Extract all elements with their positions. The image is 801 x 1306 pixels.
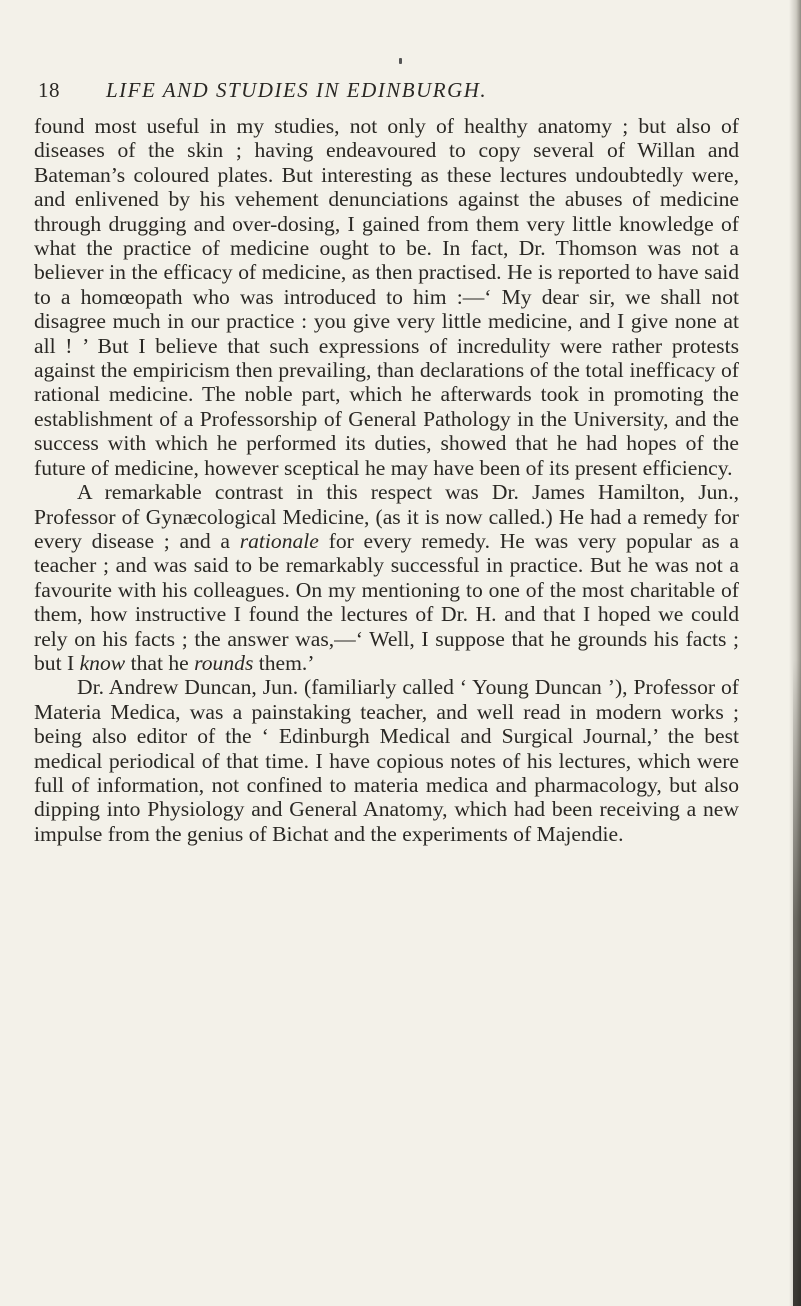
print-speck — [399, 58, 402, 64]
body-text — [34, 114, 739, 846]
text-span: for every remedy. He was very popular as a teacher ; and was said to be remarkably successful in practice. But he was not a favourite with his colleagues. On my mentioning to one of the most charitable of them, how instructive I found the lectures of Dr. H. and that I hoped we could rely on his facts ; the answer was,—‘ Well, I suppose that he grounds his facts ; but I — [34, 528, 739, 675]
italic-span: rounds — [194, 650, 254, 675]
italic-span: rationale — [239, 528, 319, 553]
paragraph — [34, 114, 739, 480]
text-span: them.’ — [253, 650, 315, 675]
text-span: A remarkable contrast in this respect was Dr. James Hamilton, Jun., Professor of Gynæcological Medicine, (as it is now called.) He had a remedy for every disease ; and a — [34, 480, 739, 553]
text-span: found most useful in my studies, not only of healthy anatomy ; but also of diseases of the skin ; having endeavoured to copy several of Willan and Bateman’s coloured plates. But interesting as these lectures undoubtedly were, and enlivened by his vehement denunciations against the abuses of medicine through drugging and over-dosing, I gained from them very little knowledge of what the practice of medicine ought to be. In fact, Dr. Thomson was not a believer in the efficacy of medicine, as then practised. He is reported to have said to a homœopath who was introduced to him :—‘ My dear sir, we shall not disagree much in our practice : you give very little medicine, and I give none at all ! ’ But I believe that such expressions of incredulity were rather protests against the empiricism then prevailing, than declarations of the total inefficacy of rational medicine. The noble part, which he afterwards took in promoting the establishment of a Professorship of General Pathology in the University, and the success with which he performed its duties, showed that he had hopes of the future of medicine, however sceptical he may have been of its present efficiency. — [34, 114, 739, 480]
italic-span: know — [79, 650, 126, 675]
binding-shadow — [793, 660, 801, 1306]
text-span: Dr. Andrew Duncan, Jun. (familiarly called ‘ Young Duncan ’), Professor of Materia Medica, was a painstaking teacher, and well read in modern works ; being also editor of the ‘ Edinburgh Medical and Surgical Journal,’ the best medical periodical of that time. I have copious notes of his lectures, which were full of information, not confined to materia medica and pharmacology, but also dipping into Physiology and General Anatomy, which had been receiving a new impulse from the genius of Bichat and the experiments of Majendie. — [34, 675, 739, 846]
paragraph — [34, 480, 739, 675]
running-header — [38, 78, 718, 108]
paragraph — [34, 675, 739, 846]
running-title: LIFE AND STUDIES IN EDINBURGH. — [106, 78, 488, 102]
page-number: 18 — [38, 78, 60, 102]
text-span: that he — [125, 650, 195, 675]
